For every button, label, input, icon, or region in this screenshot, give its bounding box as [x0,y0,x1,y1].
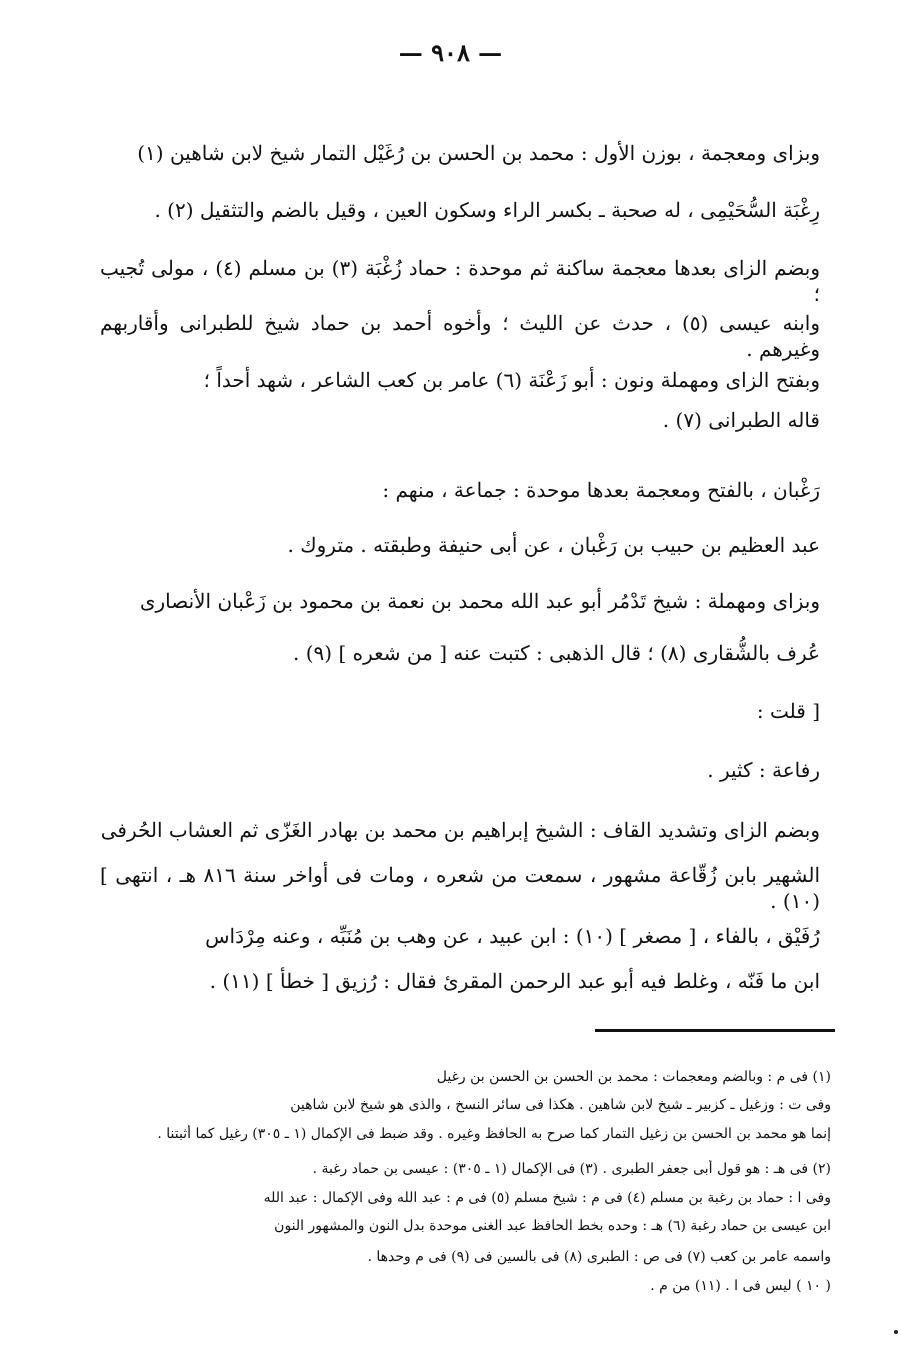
footnote-line: ابن عيسى بن حماد رغبة (٦) هـ : وحده بخط الحافظ عبد الغنى موحدة بدل النون والمشهور النون [274,1218,831,1234]
text-line: [ قلت : [756,699,820,723]
text-line: الشهير بابن زُقّاعة مشهور ، سمعت من شعره ، ومات فى أواخر سنة ٨١٦ هـ ، انتهى ] (١٠) . [100,863,821,913]
footnote-line: إنما هو محمد بن الحسن بن زغيل التمار كما صرح به الحافظ وغيره . وقد ضبط فى الإكمال (١ ـ ٣٠٥) رغيل كما أثبتنا . [157,1126,831,1142]
footnote-separator [595,1029,835,1032]
text-line: وبفتح الزاى ومهملة ونون : أبو زَعْنَة (٦) عامر بن كعب الشاعر ، شهد أحداً ؛ [203,368,820,392]
text-line: وبزاى ومعجمة ، بوزن الأول : محمد بن الحسن بن رُغَيْل التمار شيخ لابن شاهين (١) [137,141,820,165]
footnote-line: (٢) فى هـ : هو قول أبى جعفر الطبرى . (٣) فى الإكمال (١ ـ ٣٠٥) : عيسى بن حماد رغبة . [312,1161,831,1177]
text-line: وابنه عيسى (٥) ، حدث عن الليث ؛ وأخوه أحمد بن حماد شيخ للطبرانى وأقاربهم وغيرهم . [100,311,820,361]
scan-speck [894,1330,898,1334]
text-line: رَغْبان ، بالفتح ومعجمة بعدها موحدة : جماعة ، منهم : [382,478,820,502]
text-line: قاله الطبرانى (٧) . [662,408,820,432]
footnote-line: وفى ت : وزغيل ـ كزبير ـ شيخ لابن شاهين . هكذا فى سائر النسخ ، والذى هو شيخ لابن شاهين [290,1097,831,1113]
page-number: — ٩٠٨ — [398,38,503,67]
text-line: رُفَيْق ، بالفاء ، [ مصغر ] (١٠) : ابن عبيد ، عن وهب بن مُنَبِّه ، وعنه مِرْدَاس [205,924,820,948]
text-line: وبضم الزاى وتشديد القاف : الشيخ إبراهيم بن محمد بن بهادر الغَزّى ثم العشاب الحُرفى [100,818,820,842]
text-line: رِغْبَة السُّحَيْمِى ، له صحبة ـ بكسر الراء وسكون العين ، وقيل بالضم والتثقيل (٢) . [154,198,820,222]
text-line: عبد العظيم بن حبيب بن رَغْبان ، عن أبى حنيفة وطبقته . متروك . [287,533,820,557]
text-line: وبضم الزاى بعدها معجمة ساكنة ثم موحدة : حماد زُغْبَة (٣) بن مسلم (٤) ، مولى تُجيب ؛ [100,256,820,306]
footnote-line: ( ١٠ ) ليس فى ا . (١١) من م . [650,1278,831,1294]
text-line: وبزاى ومهملة : شيخ تَدْمُر أبو عبد الله محمد بن نعمة بن محمود بن زَعْبان الأنصارى [139,589,820,613]
footnote-line: (١) فى م : وبالضم ومعجمات : محمد بن الحسن بن الحسن بن رغيل [436,1069,831,1085]
footnote-line: واسمه عامر بن كعب (٧) فى ص : الطبرى (٨) فى بالسين فى (٩) فى م وحدها . [367,1249,831,1265]
text-line: عُرف بالشُّقارى (٨) ؛ قال الذهبى : كتبت عنه [ من شعره ] (٩) . [293,641,820,665]
text-line: رفاعة : كثير . [707,758,820,782]
text-line: ابن ما فَنّه ، وغلط فيه أبو عبد الرحمن المقرئ فقال : رُزيق [ خطأ ] (١١) . [209,969,820,993]
footnote-line: وفى ا : حماد بن رغبة بن مسلم (٤) فى م : شيخ مسلم (٥) فى م : عبد الله وفى الإكمال : عبد الله [263,1190,831,1206]
